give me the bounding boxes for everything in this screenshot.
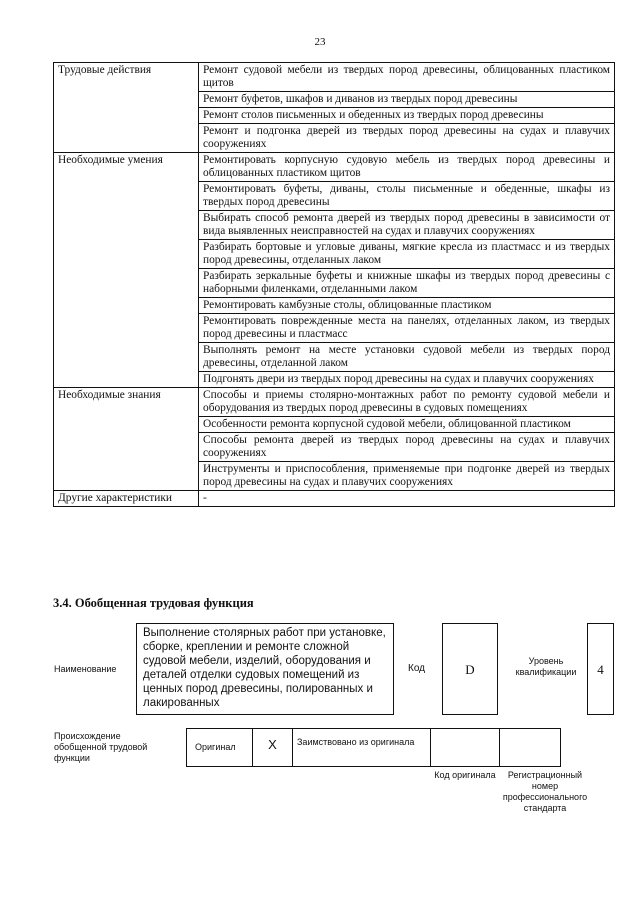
borrowed-label: Заимствовано из оригинала — [293, 729, 431, 766]
code-label: Код — [408, 663, 426, 674]
item-cell: Разбирать бортовые и угловые диваны, мягкие кресла из пластмасс и из твердых пород древесины, отделанных лаком — [199, 240, 615, 269]
name-label: Наименование — [54, 664, 117, 674]
item-cell: Способы ремонта дверей из твердых пород древесины на судах и плавучих сооружениях — [199, 433, 615, 462]
item-cell: Подгонять двери из твердых пород древесины на судах и плавучих сооружениях — [199, 372, 615, 388]
original-label: Оригинал — [187, 729, 253, 766]
item-cell: Ремонтировать буфеты, диваны, столы письменные и обеденные, шкафы из твердых пород древесины — [199, 182, 615, 211]
level-label: Уровень квалификации — [515, 656, 577, 677]
table-row — [54, 388, 615, 417]
item-cell: Ремонтировать корпусную судовую мебель из твердых пород древесины и облицованных пластиком щитов — [199, 153, 615, 182]
table-row — [54, 491, 615, 507]
level-value-box: 4 — [587, 623, 614, 715]
origin-row — [186, 728, 561, 767]
item-cell: Ремонтировать поврежденные места на панелях, отделанных лаком, из твердых пород древесины и пластмасс — [199, 314, 615, 343]
item-cell: Выполнять ремонт на месте установки судовой мебели из твердых пород древесины, отделанной лаком — [199, 343, 615, 372]
page-number: 23 — [314, 36, 326, 48]
code-original-caption: Код оригинала — [434, 770, 496, 780]
section-title: 3.4. Обобщенная трудовая функция — [53, 596, 254, 610]
reg-number-cell — [500, 729, 560, 766]
item-cell: - — [199, 491, 615, 507]
function-name-box: Выполнение столярных работ при установке, сборке, креплении и ремонте сложной судовой мебели, изделий, оборудования и деталей отделки судовых помещений из ценных пород древесины, полированных и лакированных — [136, 623, 394, 715]
code-value-box: D — [442, 623, 498, 715]
section-header-cell: Трудовые действия — [54, 63, 199, 153]
item-cell: Выбирать способ ремонта дверей из твердых пород древесины в зависимости от вида выявленных неисправностей на судах и плавучих сооружениях — [199, 211, 615, 240]
item-cell: Особенности ремонта корпусной судовой мебели, облицованной пластиком — [199, 417, 615, 433]
section-header-cell: Другие характеристики — [54, 491, 199, 507]
item-cell: Разбирать зеркальные буфеты и книжные шкафы из твердых пород древесины с наборными филенками, отделанными лаком — [199, 269, 615, 298]
code-original-cell — [431, 729, 500, 766]
table-row — [54, 63, 615, 92]
section-header-cell: Необходимые знания — [54, 388, 199, 491]
item-cell: Инструменты и приспособления, применяемые при подгонке дверей из твердых пород древесины на судах и плавучих сооружениях — [199, 462, 615, 491]
table-row — [54, 153, 615, 182]
item-cell: Ремонтировать камбузные столы, облицованные пластиком — [199, 298, 615, 314]
item-cell: Способы и приемы столярно-монтажных работ по ремонту судовой мебели и оборудования из твердых пород древесины в судовых помещениях — [199, 388, 615, 417]
item-cell: Ремонт столов письменных и обеденных из твердых пород древесины — [199, 108, 615, 124]
original-mark: X — [253, 729, 293, 766]
labor-function-table — [53, 62, 615, 507]
origin-label: Происхождение обобщенной трудовой функции — [54, 731, 148, 763]
item-cell: Ремонт и подгонка дверей из твердых пород древесины на судах и плавучих сооружениях — [199, 124, 615, 153]
item-cell: Ремонт судовой мебели из твердых пород древесины, облицованных пластиком щитов — [199, 63, 615, 92]
item-cell: Ремонт буфетов, шкафов и диванов из твердых пород древесины — [199, 92, 615, 108]
section-header-cell: Необходимые умения — [54, 153, 199, 388]
reg-number-caption: Регистрационный номер профессионального стандарта — [502, 770, 588, 813]
